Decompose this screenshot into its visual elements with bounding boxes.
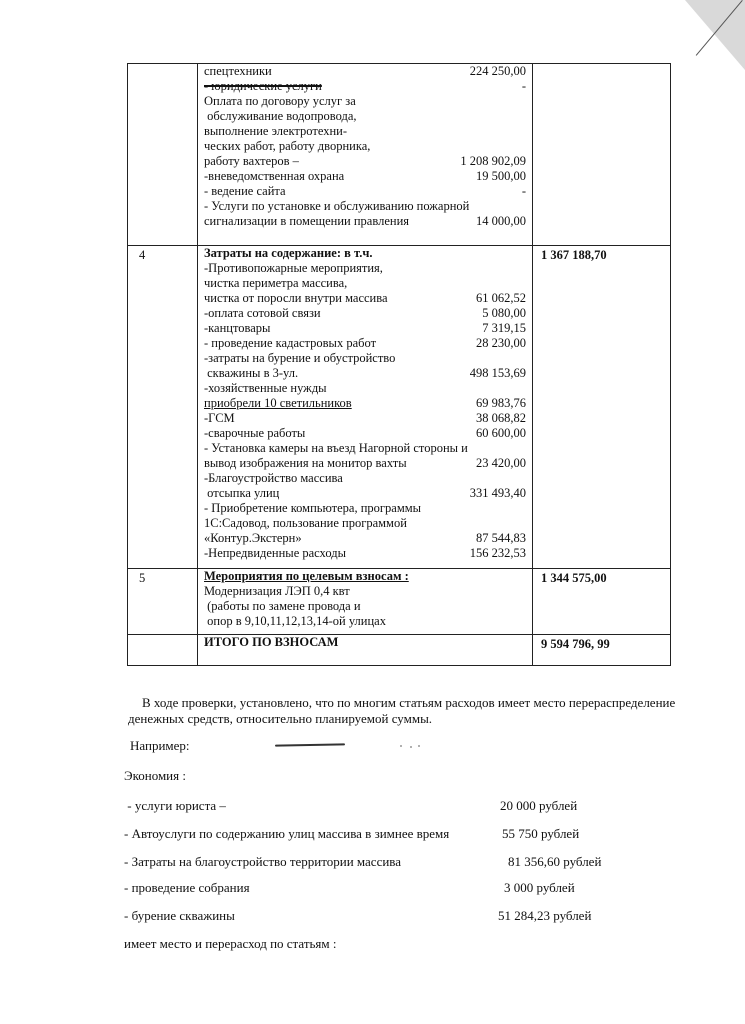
line-item-amount: 87 544,83 <box>476 531 526 545</box>
row5-line-list <box>204 584 532 629</box>
row-total-cell <box>533 64 671 246</box>
line-item <box>204 546 532 561</box>
line-item <box>204 79 532 94</box>
line-item-text: - Услуги по установке и обслуживанию пожарной <box>204 199 470 213</box>
line-item-text: -Благоустройство массива <box>204 471 343 485</box>
line-item <box>204 321 532 336</box>
line-item-text: - юридические услуги <box>204 79 322 93</box>
line-item <box>204 471 532 486</box>
example-label: Например: <box>130 738 190 753</box>
line-item-text: Оплата по договору услуг за <box>204 94 356 108</box>
line-item <box>204 139 532 154</box>
economy-item-label: - бурение скважины <box>124 908 235 923</box>
line-item <box>204 169 532 184</box>
line-item-amount: 28 230,00 <box>476 336 526 350</box>
line-item-amount: 5 080,00 <box>482 306 526 320</box>
line-item-text: скважины в 3-ул. <box>204 366 299 380</box>
row-number-cell <box>128 64 198 246</box>
line-item-text: -канцтовары <box>204 321 271 335</box>
row-number-cell: 5 <box>128 569 198 635</box>
line-item-text: чистка от поросли внутри массива <box>204 291 388 305</box>
cont-line-list <box>204 64 532 229</box>
line-item-text: - ведение сайта <box>204 184 286 198</box>
line-item-text: ческих работ, работу дворника, <box>204 139 371 153</box>
line-item <box>204 516 532 531</box>
line-item <box>204 64 532 79</box>
speck <box>418 745 420 747</box>
line-item-text: -Непредвиденные расходы <box>204 546 346 560</box>
line-item-text: 1С:Садовод, пользование программой <box>204 516 407 530</box>
line-item <box>204 184 532 199</box>
line-item-text: приобрели 10 светильников <box>204 396 352 410</box>
line-item-text: (работы по замене провода и <box>204 599 361 613</box>
line-item-amount: 61 062,52 <box>476 291 526 305</box>
line-item <box>204 396 532 411</box>
line-item-amount <box>526 441 532 456</box>
line-item-amount: 60 600,00 <box>476 426 526 440</box>
line-item <box>204 411 532 426</box>
line-item-amount <box>526 109 532 124</box>
line-item-text: - Установка камеры на въезд Нагорной стороны и <box>204 441 468 455</box>
line-item <box>204 351 532 366</box>
line-item-amount: 331 493,40 <box>469 486 526 500</box>
economy-label: Экономия : <box>124 768 186 783</box>
line-item <box>204 599 532 614</box>
line-item-text: -Противопожарные мероприятия, <box>204 261 383 275</box>
line-item-text: Модернизация ЛЭП 0,4 квт <box>204 584 350 598</box>
line-item-amount: 1 208 902,09 <box>460 154 526 168</box>
line-item-amount <box>526 94 532 109</box>
line-item-text: -вневедомственная охрана <box>204 169 345 183</box>
line-item-amount <box>526 199 532 214</box>
line-item <box>204 154 532 169</box>
row-description-cell <box>198 569 533 635</box>
line-item <box>204 426 532 441</box>
line-item-amount <box>526 381 532 396</box>
line-item <box>204 456 532 471</box>
line-item <box>204 366 532 381</box>
overspend-label: имеет место и перерасход по статьям : <box>124 936 337 951</box>
line-item-text: -сварочные работы <box>204 426 306 440</box>
line-item-text: опор в 9,10,11,12,13,14-ой улицах <box>204 614 386 628</box>
line-item <box>204 584 532 599</box>
row-number-cell: 4 <box>128 246 198 569</box>
line-item <box>204 124 532 139</box>
row-number-cell <box>128 635 198 666</box>
line-item-text: спецтехники <box>204 64 272 78</box>
line-item-text: «Контур.Экстерн» <box>204 531 302 545</box>
table-row-4 <box>128 246 671 569</box>
line-item-text: обслуживание водопровода, <box>204 109 357 123</box>
line-item <box>204 441 532 456</box>
line-item-amount: 224 250,00 <box>469 64 526 78</box>
line-item <box>204 531 532 546</box>
economy-item-amount: 81 356,60 рублей <box>508 854 602 869</box>
row-heading: Затраты на содержание: в т.ч. <box>204 246 373 260</box>
line-item-amount: 23 420,00 <box>476 456 526 470</box>
line-item-amount: 19 500,00 <box>476 169 526 183</box>
line-item-amount <box>526 351 532 366</box>
line-item-text: выполнение электротехни- <box>204 124 348 138</box>
table-row-total <box>128 635 671 666</box>
line-item-amount <box>526 139 532 154</box>
line-item <box>204 199 532 214</box>
row-total-cell: 1 367 188,70 <box>533 246 671 569</box>
line-item-text: сигнализации в помещении правления <box>204 214 410 228</box>
line-item-text: -ГСМ <box>204 411 235 425</box>
speck <box>410 746 412 748</box>
line-item-amount <box>526 516 532 531</box>
line-item-amount: 498 153,69 <box>469 366 526 380</box>
line-item-amount: 14 000,00 <box>476 214 526 228</box>
line-item <box>204 306 532 321</box>
speck <box>400 745 402 747</box>
line-item-amount: - <box>521 184 526 198</box>
line-item-amount: 7 319,15 <box>482 321 526 335</box>
line-item <box>204 381 532 396</box>
line-item-amount: 156 232,53 <box>469 546 526 560</box>
row4-line-list <box>204 261 532 561</box>
handwritten-mark <box>275 743 345 746</box>
line-item <box>204 109 532 124</box>
line-item <box>204 214 532 229</box>
line-item-text: - проведение кадастровых работ <box>204 336 377 350</box>
line-item <box>204 276 532 291</box>
line-item-text: -затраты на бурение и обустройство <box>204 351 396 365</box>
line-item <box>204 261 532 276</box>
line-item <box>204 94 532 109</box>
line-item-amount: - <box>521 79 526 93</box>
findings-paragraph: В ходе проверки, установлено, что по многим статьям расходов имеет место перераспределение денежных средств, относительно планируемой суммы. <box>128 695 676 726</box>
line-item-amount <box>526 471 532 486</box>
line-item <box>204 614 532 629</box>
line-item-amount <box>526 276 532 291</box>
page-corner-fold <box>685 0 745 70</box>
line-item-text: работу вахтеров – <box>204 154 299 168</box>
row-total-cell: 1 344 575,00 <box>533 569 671 635</box>
line-item-text: -хозяйственные нужды <box>204 381 327 395</box>
line-item-amount <box>526 501 532 516</box>
line-item <box>204 486 532 501</box>
line-item <box>204 501 532 516</box>
economy-item-label: - Автоуслуги по содержанию улиц массива в зимнее время <box>124 826 450 841</box>
table-row-5 <box>128 569 671 635</box>
line-item <box>204 336 532 351</box>
economy-item-label: - услуги юриста – <box>124 798 226 813</box>
line-item-amount <box>526 124 532 139</box>
line-item-text: чистка периметра массива, <box>204 276 348 290</box>
row-heading: Мероприятия по целевым взносам : <box>204 569 409 583</box>
grand-total-value: 9 594 796, 99 <box>533 635 671 666</box>
line-item-text: вывод изображения на монитор вахты <box>204 456 407 470</box>
economy-item-label: - проведение собрания <box>124 880 250 895</box>
economy-item-amount: 3 000 рублей <box>504 880 575 895</box>
line-item-text: отсыпка улиц <box>204 486 280 500</box>
economy-item-label: - Затраты на благоустройство территории массива <box>124 854 402 869</box>
economy-item-amount: 55 750 рублей <box>502 826 580 841</box>
economy-item-amount: 20 000 рублей <box>500 798 578 813</box>
line-item-amount: 38 068,82 <box>476 411 526 425</box>
total-label: ИТОГО ПО ВЗНОСАМ <box>198 635 533 666</box>
line-item-text: - Приобретение компьютера, программы <box>204 501 422 515</box>
line-item-text: -оплата сотовой связи <box>204 306 321 320</box>
row-description-cell <box>198 246 533 569</box>
line-item <box>204 291 532 306</box>
economy-item-amount: 51 284,23 рублей <box>498 908 592 923</box>
line-item-amount: 69 983,76 <box>476 396 526 410</box>
budget-table <box>127 63 671 666</box>
table-row-continuation <box>128 64 671 246</box>
line-item-amount <box>526 261 532 276</box>
row-description-cell <box>198 64 533 246</box>
